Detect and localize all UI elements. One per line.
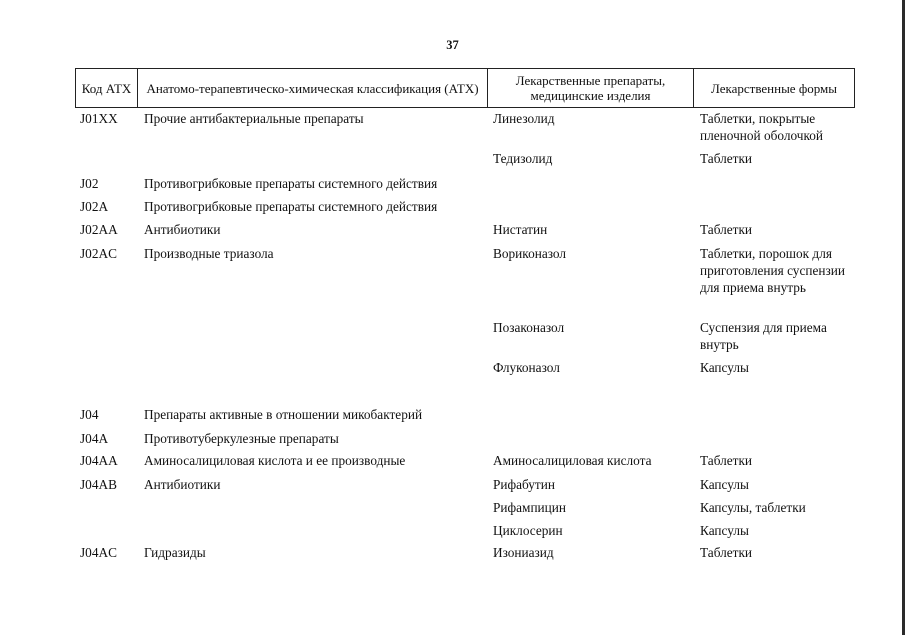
atc-code: J04AA bbox=[80, 453, 118, 468]
table-header bbox=[75, 68, 855, 108]
classification: Антибиотики bbox=[144, 222, 221, 237]
dosage-form: Таблетки bbox=[700, 545, 753, 560]
dosage-form: Таблетки bbox=[700, 151, 753, 166]
dosage-form: Таблетки bbox=[700, 453, 753, 468]
drug-name: Рифабутин bbox=[493, 477, 555, 492]
drug-name: Рифампицин bbox=[493, 500, 567, 515]
classification: Противогрибковые препараты системного действия bbox=[144, 199, 438, 214]
drug-name: Тедизолид bbox=[493, 151, 553, 166]
dosage-form: Суспензия для приема внутрь bbox=[700, 320, 827, 352]
atc-code: J04A bbox=[80, 431, 109, 446]
dosage-form: Капсулы bbox=[700, 360, 749, 375]
drug-name: Нистатин bbox=[493, 222, 548, 237]
atc-code: J02AA bbox=[80, 222, 118, 237]
classification: Препараты активные в отношении микобактерий bbox=[144, 407, 423, 422]
classification: Производные триазола bbox=[144, 246, 274, 261]
atc-code: J02AC bbox=[80, 246, 117, 261]
dosage-form: Капсулы, таблетки bbox=[700, 500, 806, 515]
header-code: Код АТХ bbox=[76, 69, 138, 107]
atc-code: J04AC bbox=[80, 545, 117, 560]
drug-name: Циклосерин bbox=[493, 523, 563, 538]
classification: Противогрибковые препараты системного действия bbox=[144, 176, 438, 191]
classification: Гидразиды bbox=[144, 545, 206, 560]
header-forms: Лекарственные формы bbox=[710, 80, 838, 96]
drug-name: Изониазид bbox=[493, 545, 554, 560]
dosage-form: Таблетки, порошок для приготовления суспензии для приема внутрь bbox=[700, 246, 845, 295]
page-number: 37 bbox=[446, 38, 459, 52]
classification: Аминосалициловая кислота и ее производные bbox=[144, 453, 406, 468]
classification: Антибиотики bbox=[144, 477, 221, 492]
atc-code: J04AB bbox=[80, 477, 117, 492]
drug-name: Флуконазол bbox=[493, 360, 560, 375]
atc-code: J02 bbox=[80, 176, 99, 191]
header-classification: Анатомо-терапевтическо-химическая классификация (АТХ) bbox=[138, 69, 488, 107]
drug-name: Аминосалициловая кислота bbox=[493, 453, 652, 468]
drug-name: Линезолид bbox=[493, 111, 555, 126]
dosage-form: Капсулы bbox=[700, 523, 749, 538]
dosage-form: Таблетки, покрытые пленочной оболочкой bbox=[700, 111, 824, 143]
header-drugs: Лекарственные препараты, медицинские изделия bbox=[488, 69, 694, 107]
drug-name: Вориконазол bbox=[493, 246, 567, 261]
atc-code: J01XX bbox=[80, 111, 118, 126]
classification: Противотуберкулезные препараты bbox=[144, 431, 339, 446]
atc-code: J02A bbox=[80, 199, 109, 214]
drug-name: Позаконазол bbox=[493, 320, 565, 335]
atc-code: J04 bbox=[80, 407, 99, 422]
dosage-form: Капсулы bbox=[700, 477, 749, 492]
classification: Прочие антибактериальные препараты bbox=[144, 111, 364, 126]
dosage-form: Таблетки bbox=[700, 222, 753, 237]
